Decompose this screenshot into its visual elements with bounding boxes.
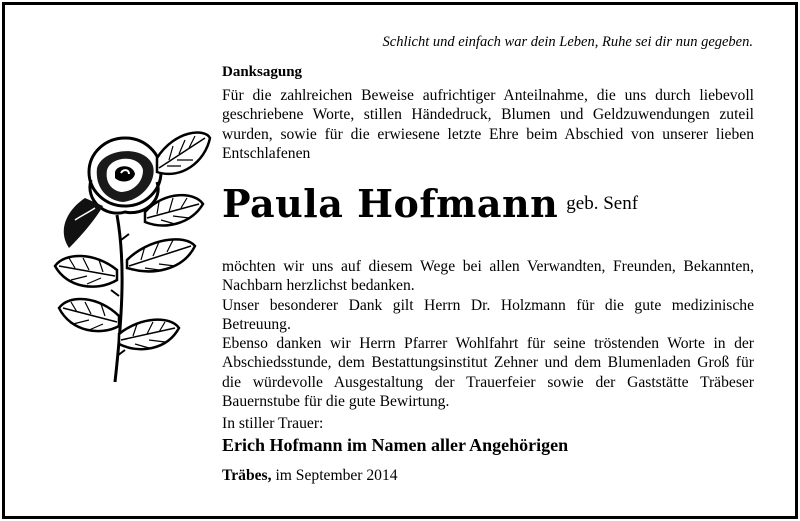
heading: Danksagung xyxy=(222,64,303,80)
intro-text: Für die zahlreichen Beweise aufrichtiger Anteilnahme, die uns durch liebevoll geschriebene Worte, stillen Händedruck, Blumen und Geldzuwendungen zuteil wurden, sowie für die erwiesene letzte Ehre beim Abschied von unserer lieben Entschlafenen xyxy=(222,87,754,162)
place: Träbes, xyxy=(222,467,272,484)
mourning-line: In stiller Trauer: xyxy=(222,415,324,432)
motto: Schlicht und einfach war dein Leben, Ruhe sei dir nun gegeben. xyxy=(382,34,753,50)
date: im September 2014 xyxy=(275,467,398,484)
thanks-paragraph: Unser besonderer Dank gilt Herrn Dr. Holzmann für die gute medizinische Betreuung. xyxy=(222,296,754,333)
thanks-paragraph: Ebenso danken wir Herrn Pfarrer Wohlfahrt für seine tröstenden Worte in der Abschiedsstunde, dem Bestattungsinstitut Zehner und dem Blumenladen Groß für die würdevolle Ausgestaltung der Trauerfeier sowie der Gaststätte Träbeser Bauernstube für die gute Bewirtung. xyxy=(222,335,754,411)
obituary-frame xyxy=(2,2,798,519)
signer: Erich Hofmann im Namen aller Angehörigen xyxy=(222,435,569,455)
thanks-text xyxy=(222,257,754,411)
place-date xyxy=(222,467,398,485)
deceased-name-row xyxy=(222,181,638,226)
deceased-name: Paula Hofmann xyxy=(222,181,559,226)
rose-icon xyxy=(45,120,215,390)
thanks-paragraph: möchten wir uns auf diesem Wege bei allen Verwandten, Freunden, Bekannten, Nachbarn herzlichst bedanken. xyxy=(222,258,754,295)
maiden-name: geb. Senf xyxy=(566,193,639,214)
